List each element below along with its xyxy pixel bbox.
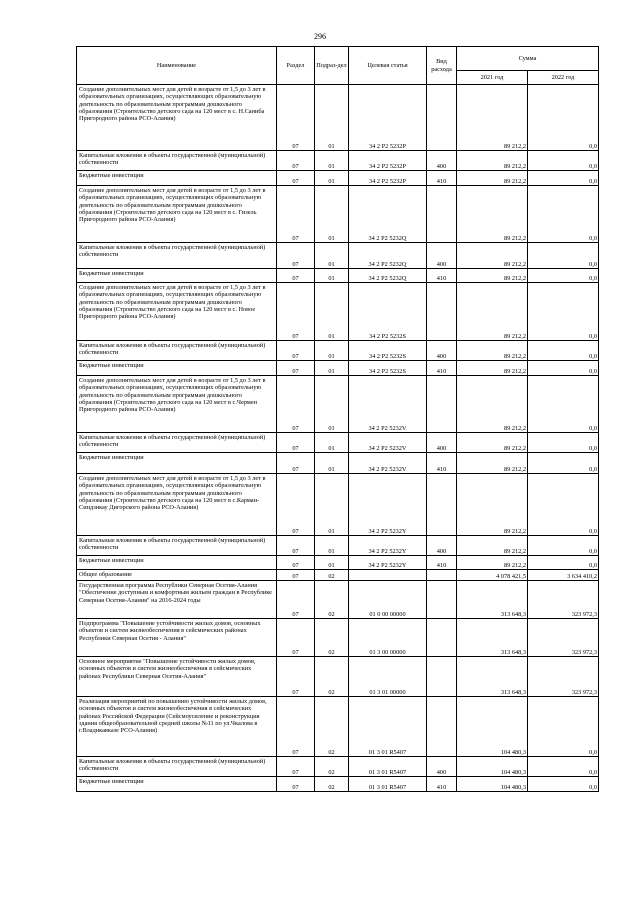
table-row bbox=[77, 777, 599, 792]
cell-subsection: 02 bbox=[315, 619, 349, 657]
cell-name: Создание дополнительных мест для детей в возрасте от 1,5 до 3 лет в образовательных организациях, осуществляющих образовательную деятельность по образовательным программам дошкольного образования (Строительство детского сада на 120 мест в с. Новое Пригородного района РСО-Алания) bbox=[77, 283, 277, 341]
cell-subsection: 01 bbox=[315, 536, 349, 556]
cell-expense-type: 400 bbox=[427, 243, 457, 269]
cell-sum-2021: 89 212,2 bbox=[457, 453, 528, 474]
cell-sum-2021: 89 212,2 bbox=[457, 341, 528, 361]
cell-section: 07 bbox=[277, 85, 315, 151]
header-section: Раздел bbox=[277, 47, 315, 85]
header-year-2022: 2022 год bbox=[528, 71, 599, 85]
cell-expense-type: 400 bbox=[427, 433, 457, 453]
cell-expense-type: 410 bbox=[427, 453, 457, 474]
cell-name: Бюджетные инвестиции bbox=[77, 556, 277, 570]
cell-name: Создание дополнительных мест для детей в возрасте от 1,5 до 3 лет в образовательных организациях, осуществляющих образовательную деятельность по образовательным программам дошкольного образования (Строительство детского сада на 120 мест в с. Н.Саниба Пригородного района РСО-Алания) bbox=[77, 85, 277, 151]
table-row bbox=[77, 536, 599, 556]
cell-section: 07 bbox=[277, 757, 315, 777]
cell-sum-2022: 0,0 bbox=[528, 186, 599, 243]
cell-sum-2022: 0,0 bbox=[528, 376, 599, 433]
table-row bbox=[77, 453, 599, 474]
cell-sum-2021: 89 212,2 bbox=[457, 151, 528, 171]
cell-sum-2022: 0,0 bbox=[528, 453, 599, 474]
cell-subsection: 01 bbox=[315, 151, 349, 171]
cell-sum-2022: 0,0 bbox=[528, 269, 599, 283]
cell-name: Капитальные вложения в объекты государственной (муниципальной) собственности bbox=[77, 757, 277, 777]
cell-section: 07 bbox=[277, 536, 315, 556]
cell-expense-type: 410 bbox=[427, 777, 457, 792]
cell-name: Капитальные вложения в объекты государственной (муниципальной) собственности bbox=[77, 536, 277, 556]
table-body bbox=[77, 85, 599, 792]
cell-expense-type: 410 bbox=[427, 171, 457, 186]
cell-expense-type: 400 bbox=[427, 757, 457, 777]
table-row bbox=[77, 570, 599, 581]
cell-target-article: 34 2 P2 5232Q bbox=[349, 186, 427, 243]
cell-target-article: 34 2 P2 5232Y bbox=[349, 474, 427, 536]
table-row bbox=[77, 243, 599, 269]
cell-section: 07 bbox=[277, 570, 315, 581]
cell-expense-type bbox=[427, 186, 457, 243]
cell-name: Создание дополнительных мест для детей в возрасте от 1,5 до 3 лет в образовательных организациях, осуществляющих образовательную деятельность по образовательным программам дошкольного образования (Строительство детского сада на 120 мест в с.Чермен Пригородного района РСО-Алания) bbox=[77, 376, 277, 433]
cell-name: Бюджетные инвестиции bbox=[77, 453, 277, 474]
cell-expense-type bbox=[427, 85, 457, 151]
cell-sum-2022: 0,0 bbox=[528, 361, 599, 376]
cell-subsection: 02 bbox=[315, 570, 349, 581]
cell-sum-2022: 323 972,3 bbox=[528, 657, 599, 697]
cell-expense-type bbox=[427, 570, 457, 581]
cell-expense-type: 410 bbox=[427, 269, 457, 283]
cell-sum-2022: 0,0 bbox=[528, 151, 599, 171]
cell-subsection: 01 bbox=[315, 186, 349, 243]
cell-sum-2021: 104 480,3 bbox=[457, 697, 528, 757]
cell-sum-2021: 89 212,2 bbox=[457, 536, 528, 556]
table-row bbox=[77, 474, 599, 536]
cell-name: Государственная программа Республики Северная Осетия-Алания "Обеспечение доступным и комфортным жильем граждан в Республике Северная Осетия-Алания" на 2016-2024 годы bbox=[77, 581, 277, 619]
cell-name: Создание дополнительных мест для детей в возрасте от 1,5 до 3 лет в образовательных организациях, осуществляющих образовательную деятельность по образовательным программам дошкольного образования (Строительство детского сада на 120 мест в с.Карман-Синдзикау Дигорского района РСО-Алания) bbox=[77, 474, 277, 536]
header-name: Наименование bbox=[77, 47, 277, 85]
cell-section: 07 bbox=[277, 581, 315, 619]
cell-name: Капитальные вложения в объекты государственной (муниципальной) собственности bbox=[77, 433, 277, 453]
table-row bbox=[77, 619, 599, 657]
cell-sum-2022: 0,0 bbox=[528, 85, 599, 151]
cell-subsection: 01 bbox=[315, 361, 349, 376]
table-row bbox=[77, 433, 599, 453]
cell-sum-2021: 89 212,2 bbox=[457, 186, 528, 243]
cell-target-article: 34 2 P2 5232Q bbox=[349, 269, 427, 283]
cell-name: Реализация мероприятий по повышению устойчивости жилых домов, основных объектов и систем жизнеобеспечения в сейсмических районах Российской Федерации (Сейсмоусиление и реконструкция здания общеобразовательной средней школы №11 по ул.Чкалова в г.Владикавказе РСО-Алания) bbox=[77, 697, 277, 757]
cell-name: Общее образование bbox=[77, 570, 277, 581]
cell-target-article: 01 3 01 00000 bbox=[349, 657, 427, 697]
cell-section: 07 bbox=[277, 474, 315, 536]
table-row bbox=[77, 556, 599, 570]
cell-section: 07 bbox=[277, 619, 315, 657]
cell-sum-2021: 89 212,2 bbox=[457, 361, 528, 376]
table-row bbox=[77, 341, 599, 361]
cell-expense-type: 410 bbox=[427, 556, 457, 570]
cell-expense-type bbox=[427, 581, 457, 619]
cell-target-article: 34 2 P2 5232V bbox=[349, 376, 427, 433]
cell-sum-2022: 0,0 bbox=[528, 341, 599, 361]
table-row bbox=[77, 376, 599, 433]
cell-name: Капитальные вложения в объекты государственной (муниципальной) собственности bbox=[77, 341, 277, 361]
cell-expense-type: 410 bbox=[427, 361, 457, 376]
cell-sum-2021: 89 212,2 bbox=[457, 85, 528, 151]
cell-sum-2021: 89 212,2 bbox=[457, 556, 528, 570]
cell-section: 07 bbox=[277, 151, 315, 171]
cell-sum-2021: 89 212,2 bbox=[457, 376, 528, 433]
table-row bbox=[77, 186, 599, 243]
table-row bbox=[77, 269, 599, 283]
cell-subsection: 01 bbox=[315, 85, 349, 151]
cell-target-article: 01 0 00 00000 bbox=[349, 581, 427, 619]
cell-target-article: 34 2 P2 5232Q bbox=[349, 243, 427, 269]
cell-target-article: 34 2 P2 5232P bbox=[349, 85, 427, 151]
header-year-2021: 2021 год bbox=[457, 71, 528, 85]
table-row bbox=[77, 171, 599, 186]
cell-section: 07 bbox=[277, 556, 315, 570]
cell-sum-2022: 0,0 bbox=[528, 757, 599, 777]
cell-sum-2021: 89 212,2 bbox=[457, 171, 528, 186]
cell-sum-2022: 3 634 410,2 bbox=[528, 570, 599, 581]
cell-subsection: 02 bbox=[315, 757, 349, 777]
cell-name: Капитальные вложения в объекты государственной (муниципальной) собственности bbox=[77, 243, 277, 269]
cell-subsection: 01 bbox=[315, 474, 349, 536]
cell-expense-type: 400 bbox=[427, 151, 457, 171]
cell-name: Бюджетные инвестиции bbox=[77, 269, 277, 283]
cell-expense-type bbox=[427, 474, 457, 536]
cell-section: 07 bbox=[277, 341, 315, 361]
cell-target-article: 34 2 P2 5232Y bbox=[349, 556, 427, 570]
cell-sum-2022: 0,0 bbox=[528, 283, 599, 341]
cell-subsection: 01 bbox=[315, 243, 349, 269]
cell-subsection: 02 bbox=[315, 657, 349, 697]
cell-expense-type bbox=[427, 657, 457, 697]
cell-subsection: 01 bbox=[315, 171, 349, 186]
cell-section: 07 bbox=[277, 453, 315, 474]
table-row bbox=[77, 757, 599, 777]
cell-subsection: 01 bbox=[315, 433, 349, 453]
cell-target-article: 34 2 P2 5232P bbox=[349, 151, 427, 171]
cell-target-article: 34 2 P2 5232Y bbox=[349, 536, 427, 556]
cell-subsection: 02 bbox=[315, 777, 349, 792]
cell-sum-2021: 313 648,3 bbox=[457, 619, 528, 657]
cell-sum-2021: 104 480,3 bbox=[457, 757, 528, 777]
cell-name: Бюджетные инвестиции bbox=[77, 777, 277, 792]
cell-sum-2022: 0,0 bbox=[528, 556, 599, 570]
table-row bbox=[77, 657, 599, 697]
cell-sum-2022: 0,0 bbox=[528, 777, 599, 792]
cell-section: 07 bbox=[277, 697, 315, 757]
cell-sum-2021: 89 212,2 bbox=[457, 269, 528, 283]
cell-sum-2022: 323 972,3 bbox=[528, 581, 599, 619]
table-row bbox=[77, 361, 599, 376]
cell-subsection: 01 bbox=[315, 341, 349, 361]
cell-sum-2021: 89 212,2 bbox=[457, 433, 528, 453]
table-row bbox=[77, 581, 599, 619]
cell-sum-2021: 89 212,2 bbox=[457, 474, 528, 536]
cell-target-article: 01 3 01 R5407 bbox=[349, 697, 427, 757]
cell-section: 07 bbox=[277, 243, 315, 269]
cell-sum-2021: 4 078 421,5 bbox=[457, 570, 528, 581]
cell-subsection: 01 bbox=[315, 376, 349, 433]
cell-target-article: 01 3 00 00000 bbox=[349, 619, 427, 657]
cell-section: 07 bbox=[277, 269, 315, 283]
cell-expense-type: 400 bbox=[427, 341, 457, 361]
cell-expense-type: 400 bbox=[427, 536, 457, 556]
cell-expense-type bbox=[427, 619, 457, 657]
cell-name: Подпрограмма "Повышение устойчивости жилых домов, основных объектов и систем жизнеобеспечения в сейсмических районах Республики Северная Осетия - Алания" bbox=[77, 619, 277, 657]
cell-section: 07 bbox=[277, 433, 315, 453]
cell-sum-2021: 89 212,2 bbox=[457, 243, 528, 269]
cell-expense-type bbox=[427, 283, 457, 341]
cell-subsection: 02 bbox=[315, 581, 349, 619]
cell-section: 07 bbox=[277, 186, 315, 243]
cell-subsection: 01 bbox=[315, 269, 349, 283]
cell-sum-2022: 0,0 bbox=[528, 474, 599, 536]
cell-sum-2021: 104 480,3 bbox=[457, 777, 528, 792]
header-expense-type: Вид расхода bbox=[427, 47, 457, 85]
cell-target-article: 01 3 01 R5407 bbox=[349, 757, 427, 777]
cell-subsection: 01 bbox=[315, 453, 349, 474]
cell-sum-2021: 313 648,3 bbox=[457, 657, 528, 697]
header-sum: Сумма bbox=[457, 47, 599, 71]
page-number: 296 bbox=[314, 32, 326, 41]
cell-name: Капитальные вложения в объекты государственной (муниципальной) собственности bbox=[77, 151, 277, 171]
cell-target-article: 34 2 P2 5232S bbox=[349, 361, 427, 376]
cell-subsection: 01 bbox=[315, 556, 349, 570]
cell-name: Бюджетные инвестиции bbox=[77, 361, 277, 376]
cell-target-article: 34 2 P2 5232V bbox=[349, 453, 427, 474]
cell-subsection: 01 bbox=[315, 283, 349, 341]
table-row bbox=[77, 283, 599, 341]
cell-expense-type bbox=[427, 697, 457, 757]
cell-sum-2022: 323 972,3 bbox=[528, 619, 599, 657]
cell-subsection: 02 bbox=[315, 697, 349, 757]
cell-target-article: 34 2 P2 5232P bbox=[349, 171, 427, 186]
cell-name: Основное мероприятие "Повышение устойчивости жилых домов, основных объектов и систем жизнеобеспечения в сейсмических районах Республики Северная Осетия-Алания" bbox=[77, 657, 277, 697]
header-target-article: Целевая статья bbox=[349, 47, 427, 85]
cell-name: Бюджетные инвестиции bbox=[77, 171, 277, 186]
cell-target-article: 34 2 P2 5232S bbox=[349, 283, 427, 341]
cell-section: 07 bbox=[277, 283, 315, 341]
cell-section: 07 bbox=[277, 376, 315, 433]
cell-sum-2022: 0,0 bbox=[528, 243, 599, 269]
table-row bbox=[77, 697, 599, 757]
cell-name: Создание дополнительных мест для детей в возрасте от 1,5 до 3 лет в образовательных организациях, осуществляющих образовательную деятельность по образовательным программам дошкольного образования (Строительство детского сада на 120 мест в с. Гизель Пригородного района РСО-Алания) bbox=[77, 186, 277, 243]
table-row bbox=[77, 85, 599, 151]
cell-section: 07 bbox=[277, 657, 315, 697]
cell-target-article: 01 3 01 R5407 bbox=[349, 777, 427, 792]
cell-sum-2022: 0,0 bbox=[528, 697, 599, 757]
cell-target-article: 34 2 P2 5232S bbox=[349, 341, 427, 361]
cell-sum-2021: 89 212,2 bbox=[457, 283, 528, 341]
cell-target-article: 34 2 P2 5232V bbox=[349, 433, 427, 453]
cell-sum-2022: 0,0 bbox=[528, 171, 599, 186]
cell-section: 07 bbox=[277, 777, 315, 792]
header-subsection: Подраз-дел bbox=[315, 47, 349, 85]
cell-section: 07 bbox=[277, 171, 315, 186]
table-row bbox=[77, 151, 599, 171]
cell-sum-2021: 313 648,3 bbox=[457, 581, 528, 619]
table-header bbox=[77, 47, 599, 85]
budget-table bbox=[76, 46, 599, 792]
cell-section: 07 bbox=[277, 361, 315, 376]
cell-sum-2022: 0,0 bbox=[528, 433, 599, 453]
cell-expense-type bbox=[427, 376, 457, 433]
cell-sum-2022: 0,0 bbox=[528, 536, 599, 556]
cell-target-article bbox=[349, 570, 427, 581]
